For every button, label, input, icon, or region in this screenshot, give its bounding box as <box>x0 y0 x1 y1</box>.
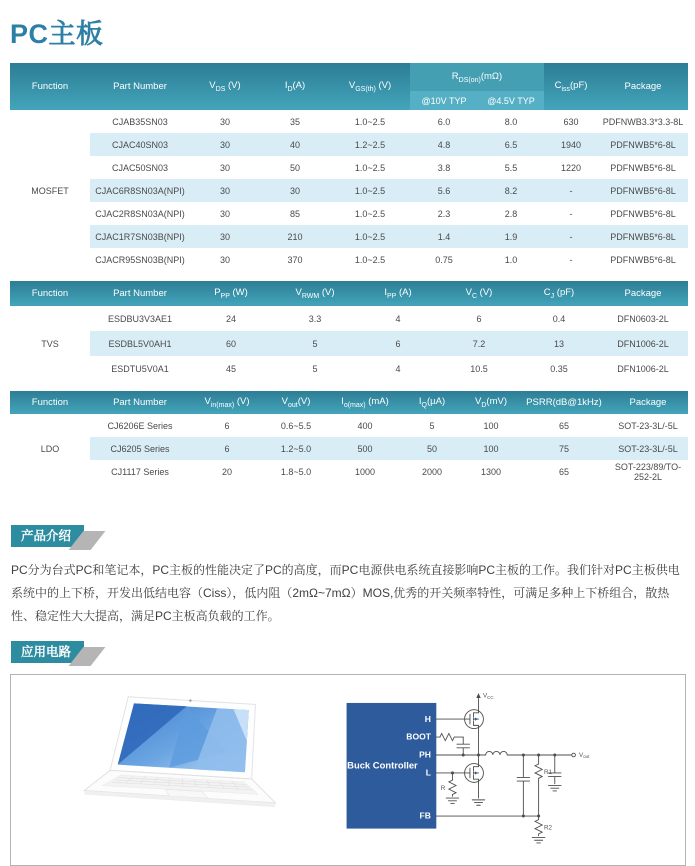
table-cell: 6 <box>190 414 264 437</box>
vout-terminal <box>572 753 576 757</box>
table-cell: 7.2 <box>438 331 520 356</box>
table-cell: 1300 <box>462 460 520 483</box>
column-header: @10V TYP <box>410 91 478 110</box>
table-cell: CJAB35SN03 <box>90 110 190 133</box>
table-cell: 6.5 <box>478 133 544 156</box>
table-row <box>10 356 688 381</box>
column-header: $V_{out}(V)$ <box>264 391 328 414</box>
table-cell: 45 <box>190 356 272 381</box>
table-cell: 24 <box>190 306 272 331</box>
table-cell: 370 <box>260 248 330 271</box>
buck-circuit-diagram <box>339 685 609 860</box>
badge-label: 产品介绍 <box>21 529 72 543</box>
table-cell: 85 <box>260 202 330 225</box>
table-cell: 30 <box>260 179 330 202</box>
column-header: Function <box>10 281 90 306</box>
function-cell: TVS <box>10 306 90 381</box>
vout-label: $V_{out}$ <box>579 751 590 760</box>
webcam-dot <box>189 699 191 701</box>
table-cell: 1.0~2.5 <box>330 248 410 271</box>
column-header: $I_Q(\mu A)$ <box>402 391 462 414</box>
table-cell: 5.6 <box>410 179 478 202</box>
column-header: $C_{iss}(pF)$ <box>544 63 598 110</box>
table-cell: 3.3 <box>272 306 358 331</box>
table-cell: 1000 <box>328 460 402 483</box>
table-cell: 30 <box>190 110 260 133</box>
function-cell: LDO <box>10 414 90 483</box>
column-header: $V_C$ (V) <box>438 281 520 306</box>
table-cell: 1.2~5.0 <box>264 437 328 460</box>
table-cell: SOT-23-3L/-5L <box>608 414 688 437</box>
table-cell: CJAC50SN03 <box>90 156 190 179</box>
ground-symbols <box>446 786 561 843</box>
page-title: PC主板 <box>10 19 104 49</box>
table-cell: CJAC6R8SN03A(NPI) <box>90 179 190 202</box>
table-cell: 100 <box>462 414 520 437</box>
table-cell: 1.0~2.5 <box>330 202 410 225</box>
table-cell: CJ1117 Series <box>90 460 190 483</box>
table-cell: SOT-223/89/TO-252-2L <box>608 460 688 483</box>
table-row <box>10 414 688 437</box>
column-header: Part Number <box>90 391 190 414</box>
table-cell: CJAC1R7SN03B(NPI) <box>90 225 190 248</box>
column-header: Package <box>598 63 688 110</box>
table-cell: 3.8 <box>410 156 478 179</box>
table-cell: 60 <box>190 331 272 356</box>
table-cell: 75 <box>520 437 608 460</box>
table-row <box>10 156 688 179</box>
resistor-r1-label: R1 <box>544 768 553 776</box>
table-cell: 100 <box>462 437 520 460</box>
column-header: $I_{PP}$ (A) <box>358 281 438 306</box>
table-row <box>10 202 688 225</box>
table-cell: 0.6~5.5 <box>264 414 328 437</box>
column-header: $V_{RWM}$ (V) <box>272 281 358 306</box>
column-header: Part Number <box>90 63 190 110</box>
column-header: @4.5V TYP <box>478 91 544 110</box>
table-cell: 1220 <box>544 156 598 179</box>
table-cell: PDFNWB5*6-8L <box>598 225 688 248</box>
table-cell: 5 <box>272 356 358 381</box>
table-cell: 4.8 <box>410 133 478 156</box>
circuit-section-header <box>10 641 688 666</box>
table-cell: 500 <box>328 437 402 460</box>
table-cell: CJAC2R8SN03A(NPI) <box>90 202 190 225</box>
column-header: Function <box>10 63 90 110</box>
table-cell: 4 <box>358 356 438 381</box>
pin-label-l: L <box>425 767 431 778</box>
intro-paragraph: PC分为台式PC和笔记本，PC主板的性能决定了PC的高度，而PC电源供电系统直接影响PC主板的工作。我们针对PC主板供电系统中的上下桥，开发出低结电容（Ciss），低内阻（2mΩ~7mΩ）MOS,优秀的开关频率特性，可满足多种上下桥组合，散热性、稳定性大大提高，满足PC主板高负载的工作。 <box>11 563 680 623</box>
intro-section-header <box>10 525 688 550</box>
table-cell: 1.2~2.5 <box>330 133 410 156</box>
table-cell: 400 <box>328 414 402 437</box>
circuit-wires <box>436 698 572 835</box>
table-cell: PDFNWB5*6-8L <box>598 179 688 202</box>
table-cell: 1940 <box>544 133 598 156</box>
table-cell: 1.0~2.5 <box>330 156 410 179</box>
application-circuit-panel <box>10 674 686 866</box>
table-cell: 2.3 <box>410 202 478 225</box>
table-cell: 30 <box>190 202 260 225</box>
table-cell: ESDBL5V0AH1 <box>90 331 190 356</box>
ldo-table <box>10 391 688 483</box>
column-header: $C_J$ (pF) <box>520 281 598 306</box>
function-cell: MOSFET <box>10 110 90 271</box>
column-header: Package <box>598 281 688 306</box>
table-row <box>10 437 688 460</box>
table-cell: DFN0603-2L <box>598 306 688 331</box>
table-row <box>10 331 688 356</box>
column-header: Part Number <box>90 281 190 306</box>
high-side-mosfet <box>465 710 484 729</box>
table-row <box>10 306 688 331</box>
table-cell: 630 <box>544 110 598 133</box>
pin-label-ph: PH <box>419 749 431 760</box>
table-cell: - <box>544 248 598 271</box>
tvs-table <box>10 281 688 381</box>
table-cell: 30 <box>190 133 260 156</box>
column-header: $R_{DS(on)}(m\Omega)$ <box>410 63 544 91</box>
table-cell: 2000 <box>402 460 462 483</box>
table-cell: 30 <box>190 179 260 202</box>
table-cell: 6 <box>438 306 520 331</box>
table-cell: 0.4 <box>520 306 598 331</box>
table-cell: - <box>544 202 598 225</box>
table-row <box>10 133 688 156</box>
column-header: Package <box>608 391 688 414</box>
table-cell: PDFNWB5*6-8L <box>598 248 688 271</box>
column-header: $V_{DS}$ (V) <box>190 63 260 110</box>
table-cell: 50 <box>402 437 462 460</box>
table-cell: PDFNWB3.3*3.3-8L <box>598 110 688 133</box>
column-header: $I_{o(max)}$ (mA) <box>328 391 402 414</box>
mosfet-table <box>10 63 688 271</box>
junction-dots <box>451 753 556 817</box>
table-cell: SOT-23-3L/-5L <box>608 437 688 460</box>
table-row <box>10 179 688 202</box>
table-row <box>10 460 688 483</box>
pin-label-boot: BOOT <box>406 731 431 742</box>
table-cell: 65 <box>520 460 608 483</box>
table-cell: - <box>544 179 598 202</box>
resistor-r-label: R <box>440 785 446 792</box>
table-cell: 20 <box>190 460 264 483</box>
table-cell: 13 <box>520 331 598 356</box>
table-cell: 6 <box>190 437 264 460</box>
table-cell: 1.4 <box>410 225 478 248</box>
table-row <box>10 110 688 133</box>
table-cell: 5 <box>402 414 462 437</box>
table-cell: 30 <box>190 248 260 271</box>
pin-label-fb: FB <box>419 810 431 821</box>
section-badge-circuit <box>11 641 84 663</box>
table-cell: CJAC40SN03 <box>90 133 190 156</box>
table-cell: PDFNWB5*6-8L <box>598 156 688 179</box>
section-badge-intro <box>11 525 84 547</box>
table-cell: ESDTU5V0A1 <box>90 356 190 381</box>
table-cell: PDFNWB5*6-8L <box>598 202 688 225</box>
table-cell: 1.9 <box>478 225 544 248</box>
table-cell: 30 <box>190 225 260 248</box>
table-cell: CJ6206E Series <box>90 414 190 437</box>
table-cell: DFN1006-2L <box>598 356 688 381</box>
table-cell: 4 <box>358 306 438 331</box>
resistor-r2-label: R2 <box>544 824 553 832</box>
table-cell: 0.75 <box>410 248 478 271</box>
table-cell: 8.0 <box>478 110 544 133</box>
table-cell: 30 <box>190 156 260 179</box>
table-row <box>10 248 688 271</box>
table-cell: 1.0 <box>478 248 544 271</box>
table-cell: ESDBU3V3AE1 <box>90 306 190 331</box>
column-header: PSRR(dB@1kHz) <box>520 391 608 414</box>
table-cell: 40 <box>260 133 330 156</box>
table-cell: CJ6205 Series <box>90 437 190 460</box>
table-cell: 1.0~2.5 <box>330 179 410 202</box>
table-cell: 5 <box>272 331 358 356</box>
table-cell: 6 <box>358 331 438 356</box>
vcc-arrow <box>476 693 480 698</box>
pin-label-h: H <box>424 713 431 724</box>
column-header: Function <box>10 391 90 414</box>
table-cell: 50 <box>260 156 330 179</box>
table-row <box>10 225 688 248</box>
table-cell: 35 <box>260 110 330 133</box>
badge-label: 应用电路 <box>21 645 72 659</box>
low-side-mosfet <box>465 764 484 783</box>
table-cell: 2.8 <box>478 202 544 225</box>
column-header: $V_{GS(th)}$ (V) <box>330 63 410 110</box>
table-cell: 5.5 <box>478 156 544 179</box>
table-cell: CJACR95SN03B(NPI) <box>90 248 190 271</box>
table-cell: - <box>544 225 598 248</box>
table-cell: DFN1006-2L <box>598 331 688 356</box>
column-header: $V_{in(max)}$ (V) <box>190 391 264 414</box>
table-cell: PDFNWB5*6-8L <box>598 133 688 156</box>
table-cell: 6.0 <box>410 110 478 133</box>
table-cell: 1.0~2.5 <box>330 110 410 133</box>
chip-label: Buck Controller <box>347 759 418 771</box>
vcc-label: $V_{CC}$ <box>482 692 494 700</box>
table-cell: 210 <box>260 225 330 248</box>
table-cell: 0.35 <box>520 356 598 381</box>
table-cell: 1.8~5.0 <box>264 460 328 483</box>
column-header: $V_D(mV)$ <box>462 391 520 414</box>
column-header: $P_{PP}$ (W) <box>190 281 272 306</box>
table-cell: 8.2 <box>478 179 544 202</box>
laptop-image <box>71 691 306 844</box>
table-cell: 65 <box>520 414 608 437</box>
table-cell: 10.5 <box>438 356 520 381</box>
column-header: $I_D(A)$ <box>260 63 330 110</box>
table-cell: 1.0~2.5 <box>330 225 410 248</box>
